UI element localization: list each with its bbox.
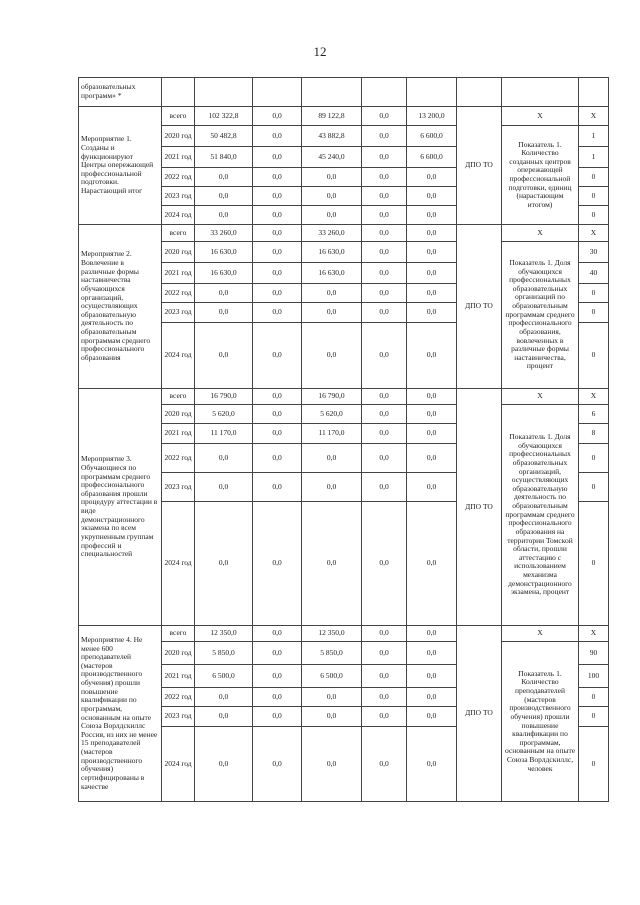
amount-cell: 0,0 [302, 473, 362, 502]
amount-cell: 12 350,0 [302, 626, 362, 642]
amount-cell: 0,0 [302, 206, 362, 225]
amount-cell: 13 200,0 [407, 107, 457, 126]
indicator-value-cell: 0 [579, 187, 609, 206]
amount-cell: 0,0 [407, 642, 457, 665]
amount-cell: 0,0 [195, 168, 253, 187]
amount-cell: 0,0 [407, 323, 457, 389]
amount-cell: 0,0 [407, 389, 457, 405]
indicator-total-cell: X [502, 107, 579, 126]
amount-cell: 5 850,0 [195, 642, 253, 665]
year-cell: 2021 год [162, 424, 195, 444]
amount-cell: 0,0 [253, 263, 302, 284]
indicator-value-cell: 1 [579, 147, 609, 168]
year-cell: 2023 год [162, 707, 195, 727]
amount-cell: 0,0 [407, 405, 457, 424]
amount-cell: 0,0 [195, 284, 253, 303]
amount-cell: 16 630,0 [302, 242, 362, 263]
indicator-cell: Показатель 1. Количество созданных центров опережающей профессиональной подготовки, единиц (нарастающим итогом) [502, 126, 579, 225]
amount-cell: 0,0 [362, 389, 407, 405]
indicator-value-cell: 0 [579, 206, 609, 225]
indicator-value-cell: 1 [579, 126, 609, 147]
amount-cell: 0,0 [407, 688, 457, 707]
table-row [79, 107, 609, 126]
amount-cell: 0,0 [302, 727, 362, 802]
indicator-value-cell: 40 [579, 263, 609, 284]
amount-cell: 0,0 [362, 707, 407, 727]
amount-cell: 12 350,0 [195, 626, 253, 642]
amount-cell: 0,0 [362, 688, 407, 707]
amount-cell: 0,0 [362, 323, 407, 389]
amount-cell: 0,0 [362, 424, 407, 444]
amount-cell: 0,0 [362, 473, 407, 502]
year-cell: всего [162, 225, 195, 242]
indicator-total-cell: X [502, 225, 579, 242]
year-cell: 2021 год [162, 263, 195, 284]
amount-cell: 0,0 [302, 284, 362, 303]
amount-cell: 0,0 [407, 242, 457, 263]
amount-cell: 0,0 [302, 323, 362, 389]
amount-cell: 0,0 [407, 502, 457, 626]
amount-cell: 16 630,0 [302, 263, 362, 284]
amount-cell: 51 840,0 [195, 147, 253, 168]
amount-cell: 0,0 [407, 707, 457, 727]
amount-cell: 0,0 [253, 626, 302, 642]
amount-cell: 0,0 [253, 107, 302, 126]
indicator-cell: Показатель 1. Количество преподавателей (мастеров производственного обучения) прошли повышение квалификации по программам, основанным на опыте Союза Ворлдскиллс, человек [502, 642, 579, 802]
amount-cell: 0,0 [253, 147, 302, 168]
amount-cell: 16 630,0 [195, 263, 253, 284]
amount-cell: 33 260,0 [302, 225, 362, 242]
amount-cell: 0,0 [302, 187, 362, 206]
amount-cell: 89 122,8 [302, 107, 362, 126]
amount-cell: 0,0 [407, 473, 457, 502]
amount-cell: 0,0 [407, 626, 457, 642]
amount-cell: 0,0 [407, 303, 457, 323]
amount-cell: 0,0 [362, 168, 407, 187]
year-cell: всего [162, 389, 195, 405]
executor-cell: ДПО ТО [457, 107, 502, 225]
amount-cell: 6 500,0 [302, 665, 362, 688]
amount-cell: 0,0 [253, 323, 302, 389]
year-cell: 2023 год [162, 473, 195, 502]
amount-cell: 0,0 [195, 727, 253, 802]
indicator-value-cell: 8 [579, 424, 609, 444]
amount-cell: 0,0 [302, 303, 362, 323]
amount-cell: 0,0 [253, 727, 302, 802]
amount-cell: 33 260,0 [195, 225, 253, 242]
year-cell: 2024 год [162, 727, 195, 802]
amount-cell: 0,0 [253, 688, 302, 707]
amount-cell: 0,0 [362, 405, 407, 424]
amount-cell: 0,0 [195, 473, 253, 502]
amount-cell: 0,0 [253, 424, 302, 444]
amount-cell: 0,0 [362, 727, 407, 802]
amount-cell: 0,0 [253, 473, 302, 502]
amount-cell: 0,0 [195, 688, 253, 707]
amount-cell: 0,0 [195, 206, 253, 225]
amount-cell: 6 600,0 [407, 126, 457, 147]
indicator-value-cell: 0 [579, 727, 609, 802]
value-total-cell: X [579, 225, 609, 242]
amount-cell: 6 600,0 [407, 147, 457, 168]
amount-cell: 5 620,0 [195, 405, 253, 424]
indicator-value-cell: 30 [579, 242, 609, 263]
amount-cell: 0,0 [407, 206, 457, 225]
indicator-value-cell: 100 [579, 665, 609, 688]
amount-cell: 0,0 [362, 225, 407, 242]
amount-cell: 0,0 [362, 303, 407, 323]
amount-cell: 0,0 [302, 168, 362, 187]
amount-cell: 0,0 [362, 206, 407, 225]
amount-cell: 0,0 [407, 225, 457, 242]
amount-cell: 0,0 [362, 444, 407, 473]
amount-cell: 0,0 [407, 727, 457, 802]
amount-cell: 0,0 [362, 642, 407, 665]
year-cell: 2020 год [162, 405, 195, 424]
indicator-value-cell: 0 [579, 707, 609, 727]
table-row [79, 626, 609, 642]
value-total-cell: X [579, 389, 609, 405]
year-cell: 2022 год [162, 688, 195, 707]
program-table [78, 77, 609, 802]
amount-cell: 0,0 [302, 444, 362, 473]
amount-cell: 0,0 [253, 389, 302, 405]
amount-cell: 50 482,8 [195, 126, 253, 147]
amount-cell: 5 850,0 [302, 642, 362, 665]
amount-cell: 0,0 [362, 107, 407, 126]
amount-cell: 0,0 [253, 187, 302, 206]
amount-cell: 0,0 [253, 502, 302, 626]
year-cell: 2024 год [162, 323, 195, 389]
indicator-value-cell: 0 [579, 284, 609, 303]
amount-cell: 0,0 [195, 323, 253, 389]
year-cell: 2022 год [162, 444, 195, 473]
indicator-value-cell: 0 [579, 444, 609, 473]
indicator-total-cell: X [502, 389, 579, 405]
year-cell: 2023 год [162, 303, 195, 323]
executor-cell: ДПО ТО [457, 626, 502, 802]
amount-cell: 0,0 [302, 502, 362, 626]
year-cell: 2024 год [162, 206, 195, 225]
indicator-value-cell: 0 [579, 473, 609, 502]
amount-cell: 0,0 [253, 225, 302, 242]
continuation-text: образовательных программ» * [79, 78, 162, 107]
amount-cell: 16 790,0 [302, 389, 362, 405]
indicator-value-cell: 6 [579, 405, 609, 424]
measure-name: Мероприятие 4. Не менее 600 преподавателей (мастеров производственного обучения) прошли повышение квалификации по программам, основанным на опыте Союза Ворлдскиллс Россия, из них не менее 15 преподавателей (мастеров производственного обучения) сертифицированы в качестве [79, 626, 162, 802]
amount-cell: 43 882,8 [302, 126, 362, 147]
amount-cell: 0,0 [253, 665, 302, 688]
amount-cell: 0,0 [362, 502, 407, 626]
indicator-cell: Показатель 1. Доля обучающихся профессиональных образовательных организаций по образовательным программам среднего профессионального образования, вовлеченных в различные формы наставничества, процент [502, 242, 579, 389]
executor-cell: ДПО ТО [457, 225, 502, 389]
amount-cell: 0,0 [362, 242, 407, 263]
amount-cell: 0,0 [407, 168, 457, 187]
year-cell: 2021 год [162, 147, 195, 168]
year-cell: 2022 год [162, 284, 195, 303]
table-row [79, 225, 609, 242]
amount-cell: 0,0 [362, 147, 407, 168]
amount-cell: 0,0 [253, 642, 302, 665]
amount-cell: 0,0 [407, 444, 457, 473]
amount-cell: 0,0 [362, 665, 407, 688]
amount-cell: 0,0 [253, 242, 302, 263]
amount-cell: 0,0 [362, 187, 407, 206]
amount-cell: 6 500,0 [195, 665, 253, 688]
amount-cell: 0,0 [253, 206, 302, 225]
year-cell: всего [162, 107, 195, 126]
indicator-total-cell: X [502, 626, 579, 642]
amount-cell: 0,0 [407, 284, 457, 303]
amount-cell: 0,0 [407, 187, 457, 206]
year-cell: 2021 год [162, 665, 195, 688]
amount-cell: 0,0 [253, 444, 302, 473]
amount-cell: 0,0 [253, 303, 302, 323]
value-total-cell: X [579, 107, 609, 126]
amount-cell: 11 170,0 [302, 424, 362, 444]
year-cell: 2020 год [162, 126, 195, 147]
amount-cell: 0,0 [362, 263, 407, 284]
amount-cell: 0,0 [195, 187, 253, 206]
amount-cell: 11 170,0 [195, 424, 253, 444]
amount-cell: 0,0 [253, 126, 302, 147]
amount-cell: 102 322,8 [195, 107, 253, 126]
table-row-continuation [79, 78, 609, 107]
amount-cell: 16 790,0 [195, 389, 253, 405]
amount-cell: 0,0 [253, 405, 302, 424]
year-cell: 2023 год [162, 187, 195, 206]
amount-cell: 5 620,0 [302, 405, 362, 424]
indicator-cell: Показатель 1. Доля обучающихся профессиональных образовательных организаций, осуществляющих образовательную деятельность по образовательным программам среднего профессионального образования на территории Томской области, прошли аттестацию с использованием механизма демонстрационного экзамена, процент [502, 405, 579, 626]
page-number: 12 [313, 44, 327, 59]
amount-cell: 0,0 [302, 688, 362, 707]
amount-cell: 0,0 [362, 126, 407, 147]
year-cell: всего [162, 626, 195, 642]
amount-cell: 0,0 [407, 424, 457, 444]
amount-cell: 0,0 [407, 665, 457, 688]
value-total-cell: X [579, 626, 609, 642]
indicator-value-cell: 0 [579, 323, 609, 389]
amount-cell: 0,0 [362, 284, 407, 303]
amount-cell: 0,0 [407, 263, 457, 284]
amount-cell: 0,0 [362, 626, 407, 642]
amount-cell: 0,0 [302, 707, 362, 727]
year-cell: 2024 год [162, 502, 195, 626]
indicator-value-cell: 0 [579, 688, 609, 707]
year-cell: 2020 год [162, 242, 195, 263]
amount-cell: 0,0 [253, 168, 302, 187]
table-row [79, 389, 609, 405]
amount-cell: 0,0 [195, 502, 253, 626]
indicator-value-cell: 0 [579, 303, 609, 323]
measure-name: Мероприятие 2. Вовлечение в различные формы наставничества обучающихся организаций, осуществляющих образовательную деятельность по образовательным программам среднего профессионального образования [79, 225, 162, 389]
amount-cell: 45 240,0 [302, 147, 362, 168]
amount-cell: 16 630,0 [195, 242, 253, 263]
amount-cell: 0,0 [195, 303, 253, 323]
executor-cell: ДПО ТО [457, 389, 502, 626]
amount-cell: 0,0 [195, 444, 253, 473]
measure-name: Мероприятие 1. Созданы и функционируют Центры опережающей профессиональной подготовки. Нарастающий итог [79, 107, 162, 225]
measure-name: Мероприятие 3. Обучающиеся по программам среднего профессионального образования прошли процедуру аттестации в виде демонстрационного экзамена по всем укрупненным группам профессий и специальностей [79, 389, 162, 626]
year-cell: 2022 год [162, 168, 195, 187]
indicator-value-cell: 0 [579, 502, 609, 626]
amount-cell: 0,0 [253, 707, 302, 727]
indicator-value-cell: 90 [579, 642, 609, 665]
year-cell: 2020 год [162, 642, 195, 665]
amount-cell: 0,0 [195, 707, 253, 727]
amount-cell: 0,0 [253, 284, 302, 303]
indicator-value-cell: 0 [579, 168, 609, 187]
